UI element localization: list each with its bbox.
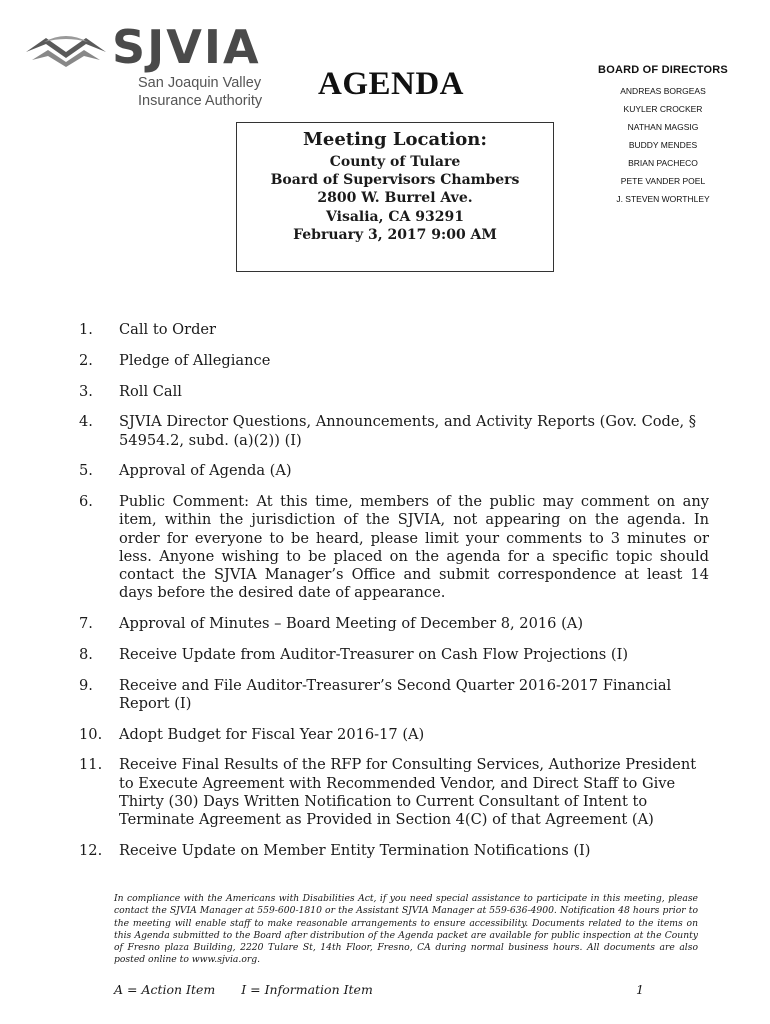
agenda-item <box>79 383 709 401</box>
board-member: BRIAN PACHECO <box>628 158 698 168</box>
location-line: Visalia, CA 93291 <box>326 208 464 225</box>
item-text: SJVIA Director Questions, Announcements, and Activity Reports (Gov. Code, § 54954.2, subd. (a)(2)) (I) <box>119 413 697 449</box>
meeting-location-details <box>237 153 553 244</box>
board-member: J. STEVEN WORTHLEY <box>616 194 710 204</box>
item-text: Approval of Minutes – Board Meeting of December 8, 2016 (A) <box>119 615 584 632</box>
board-of-directors <box>588 64 738 208</box>
logo-wordmark: SJVIA <box>112 20 261 74</box>
item-legend <box>114 982 644 997</box>
board-member: ANDREAS BORGEAS <box>620 86 706 96</box>
item-number: 2. <box>79 351 93 369</box>
board-member: NATHAN MAGSIG <box>627 122 699 132</box>
agenda-item <box>79 842 709 860</box>
board-member: BUDDY MENDES <box>628 140 698 150</box>
agenda-item <box>79 413 709 449</box>
location-line: 2800 W. Burrel Ave. <box>317 190 473 207</box>
item-number: 7. <box>79 615 93 632</box>
board-member-list <box>588 82 738 208</box>
logo-subtitle-line2: Insurance Authority <box>138 93 263 109</box>
page-number: 1 <box>636 982 644 997</box>
item-text: Roll Call <box>119 382 182 400</box>
legend-action-item: A = Action Item <box>114 982 216 997</box>
logo-subtitle <box>138 74 262 110</box>
item-number: 5. <box>79 462 93 480</box>
item-text: Receive and File Auditor-Treasurer’s Second Quarter 2016-2017 Financial Report (I) <box>119 676 672 712</box>
agenda-item <box>79 321 709 339</box>
meeting-date: February 3, 2017 9:00 AM <box>293 226 497 243</box>
sjvia-wave-icon <box>24 30 108 70</box>
item-text: Receive Update on Member Entity Termination Notifications (I) <box>119 841 591 859</box>
agenda-item <box>79 352 709 370</box>
agenda-item <box>79 615 709 633</box>
item-text: Public Comment: At this time, members of the public may comment on any item, within the jurisdiction of the SJVIA, not appearing on the agenda. In order for everyone to be heard, please limit your comments to 3 minutes or less. Anyone wishing to be placed on the agenda for a specific topic should contact the SJVIA Manager’s Office and submit correspondence at least 14 days before the desired date of appearance. <box>119 493 709 602</box>
board-member: KUYLER CROCKER <box>623 104 703 114</box>
meeting-location-box <box>236 122 554 272</box>
location-line: Board of Supervisors Chambers <box>270 172 520 189</box>
agenda-item <box>79 677 709 713</box>
board-member: PETE VANDER POEL <box>620 176 706 186</box>
item-number: 1. <box>79 321 93 338</box>
page-title: AGENDA <box>318 66 465 102</box>
ada-compliance-note: In compliance with the Americans with Disabilities Act, if you need special assistance to participate in this meeting, please contact the SJVIA Manager at 559-600-1810 or the Assistant SJVIA Manager at 559-636-4900. Notification 48 hours prior to the meeting will enable staff to make reasonable arrangements to ensure accessibility. Documents related to the items on this Agenda submitted to the Board after distribution of the Agenda packet are available for public inspection at the County of Fresno plaza Building, 2220 Tulare St, 14th Floor, Fresno, CA during normal business hours. All documents are also posted online to www.sjvia.org. <box>114 893 698 966</box>
item-number: 10. <box>79 725 103 743</box>
item-number: 9. <box>79 676 93 694</box>
agenda-item-list <box>79 321 709 873</box>
item-text: Receive Final Results of the RFP for Consulting Services, Authorize President to Execute Agreement with Recommended Vendor, and Direct Staff to Give Thirty (30) Days Written Notification to Current Consultant of Intent to Terminate Agreement as Provided in Section 4(C) of that Agreement (A) <box>119 756 697 828</box>
item-text: Adopt Budget for Fiscal Year 2016-17 (A) <box>119 725 425 743</box>
item-number: 12. <box>79 841 103 859</box>
item-text: Approval of Agenda (A) <box>119 462 292 480</box>
agenda-item <box>79 646 709 664</box>
item-number: 6. <box>79 493 93 511</box>
meeting-location-heading: Meeting Location: <box>302 129 488 150</box>
item-text: Call to Order <box>119 321 217 338</box>
item-number: 3. <box>79 382 93 400</box>
item-number: 4. <box>79 413 93 431</box>
legend-information-item: I = Information Item <box>241 982 373 997</box>
item-text: Receive Update from Auditor-Treasurer on Cash Flow Projections (I) <box>119 645 629 663</box>
item-text: Pledge of Allegiance <box>119 351 271 369</box>
logo-subtitle-line1: San Joaquin Valley <box>138 75 262 91</box>
item-number: 8. <box>79 645 93 663</box>
sjvia-logo <box>24 20 264 109</box>
location-line: County of Tulare <box>329 154 461 170</box>
agenda-item <box>79 726 709 744</box>
agenda-item <box>79 756 709 829</box>
item-number: 11. <box>79 756 103 774</box>
board-title: BOARD OF DIRECTORS <box>598 64 728 76</box>
agenda-item <box>79 493 709 602</box>
agenda-item <box>79 462 709 480</box>
